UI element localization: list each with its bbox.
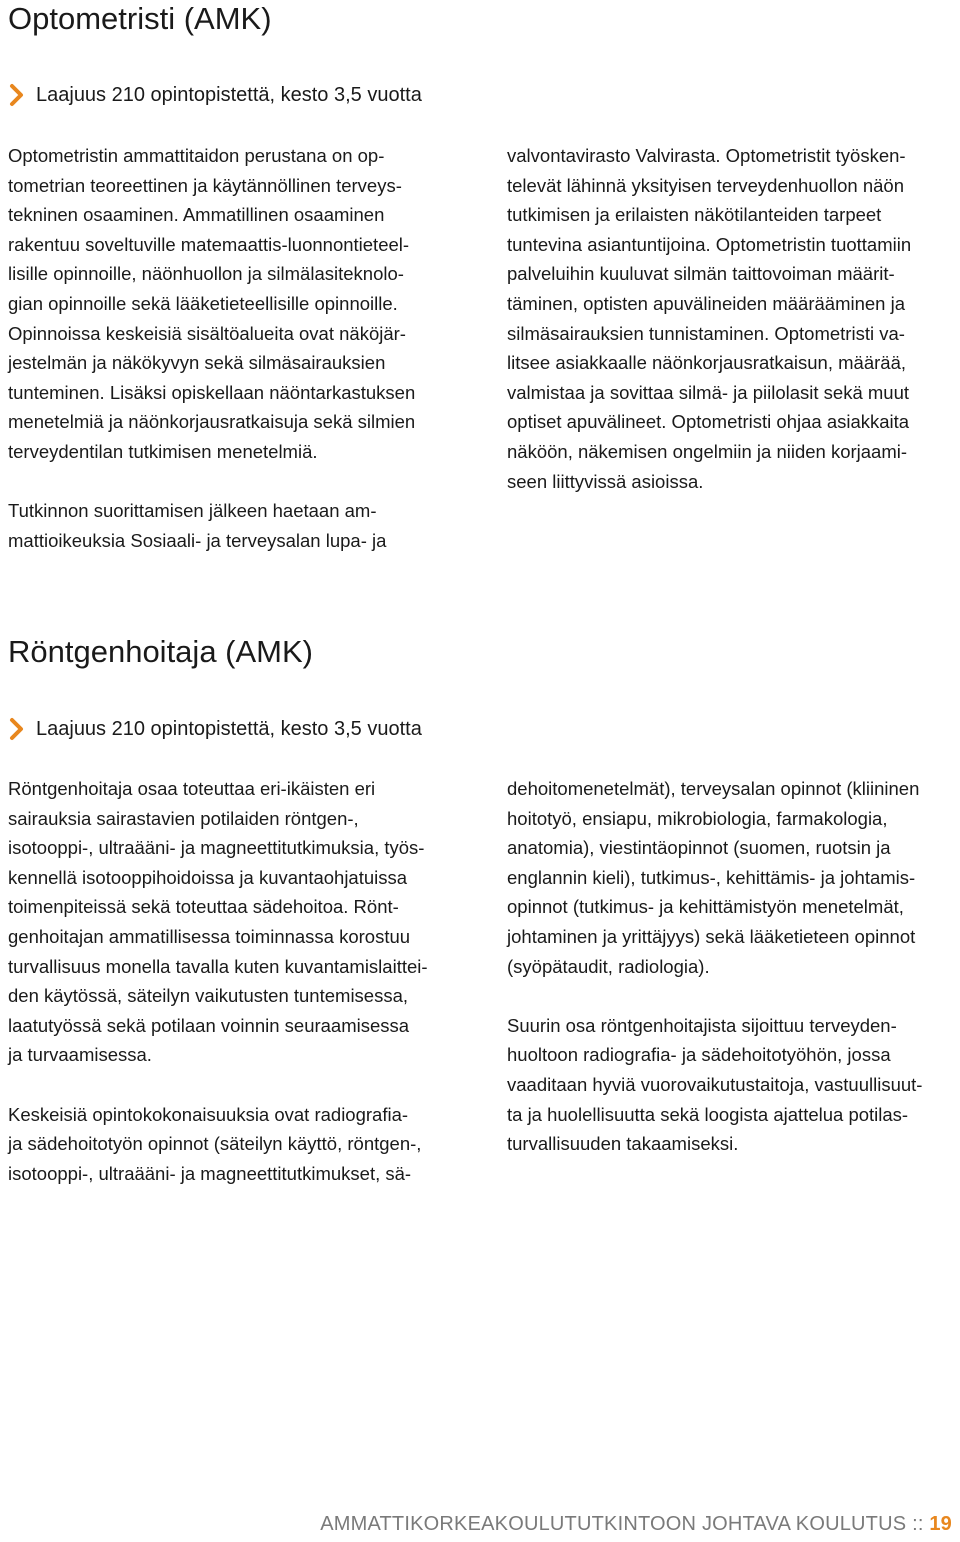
paragraph: [8, 774, 458, 1070]
text-line: seen liittyvissä asioissa.: [507, 470, 704, 492]
text-line: turvallisuuden takaamiseksi.: [507, 1133, 739, 1155]
text-line: kennellä isotooppihoidoissa ja kuvantaohjatuissa: [8, 866, 408, 888]
footer-separator: ::: [912, 1513, 924, 1535]
paragraph-gap: [8, 467, 458, 497]
text-line: valvontavirasto Valvirasta. Optometristit työsken-: [507, 145, 906, 166]
text-line: genhoitajan ammatillisessa toiminnassa korostuu: [8, 925, 411, 947]
text-line: laatutyössä sekä potilaan voinnin seuraamisessa: [8, 1014, 410, 1036]
paragraph: [507, 1011, 957, 1159]
text-line: mattioikeuksia Sosiaali- ja terveysalan lupa- ja: [8, 529, 387, 551]
section-meta-rontgenhoitaja: [8, 716, 422, 742]
text-line: menetelmiä ja näönkorjausratkaisuja sekä silmien: [8, 411, 416, 433]
text-line: isotooppi-, ultraääni- ja magneettitutkimuksia, työs-: [8, 837, 425, 859]
text-line: (syöpätaudit, radiologia).: [507, 955, 710, 977]
footer-text: AMMATTIKORKEAKOULUTUTKINTOON JOHTAVA KOULUTUS: [320, 1513, 907, 1535]
page-number: 19: [929, 1513, 952, 1535]
text-line: jestelmän ja näkökyvyn sekä silmäsairauksien: [8, 352, 386, 374]
paragraph-gap: [8, 1070, 458, 1100]
text-line: gian opinnoille sekä lääketieteellisille opinnoille.: [8, 292, 398, 314]
text-line: tutkimisen ja erilaisten näkötilanteiden tarpeet: [507, 204, 882, 226]
text-line: lisille opinnoille, näönhuollon ja silmälasiteknolo-: [8, 263, 404, 285]
text-line: Tutkinnon suorittamisen jälkeen haetaan am-: [8, 500, 377, 522]
text-line: litsee asiakkaalle näönkorjausratkaisun, määrää,: [507, 352, 906, 374]
paragraph: [8, 141, 458, 467]
text-line: valmistaa ja sovittaa silmä- ja piilolasit sekä muut: [507, 381, 910, 403]
chevron-right-icon: [8, 716, 26, 742]
text-line: palveluihin kuuluvat silmän taittovoiman määrit-: [507, 263, 895, 285]
paragraph: [8, 496, 458, 555]
text-line: Optometristin ammattitaidon perustana on op-: [8, 145, 385, 166]
page-footer: [320, 1511, 952, 1537]
chevron-right-icon: [8, 82, 26, 108]
text-line: toimenpiteissä sekä toteuttaa sädehoitoa. Rönt-: [8, 896, 399, 918]
text-line: ja sädehoitotyön opinnot (säteilyn käyttö, röntgen-,: [8, 1133, 422, 1155]
text-line: rakentuu soveltuville matemaattis-luonnontieteel-: [8, 233, 410, 255]
meta-text: Laajuus 210 opintopistettä, kesto 3,5 vuotta: [36, 718, 422, 740]
text-line: terveydentilan tutkimisen menetelmiä.: [8, 440, 318, 462]
text-line: anatomia), viestintäopinnot (suomen, ruotsin ja: [507, 837, 891, 859]
paragraph: [8, 1100, 458, 1189]
text-line: Keskeisiä opintokokonaisuuksia ovat radiografia-: [8, 1103, 409, 1125]
text-line: silmäsairauksien tunnistaminen. Optometristi va-: [507, 322, 905, 344]
paragraph: [507, 141, 957, 496]
column-right: [507, 774, 957, 1159]
section-title-rontgenhoitaja: Röntgenhoitaja (AMK): [8, 634, 313, 669]
text-line: englannin kieli), tutkimus-, kehittämis- ja johtamis-: [507, 866, 916, 888]
text-line: turvallisuus monella tavalla kuten kuvantamislaittei-: [8, 955, 428, 977]
text-line: Röntgenhoitaja osaa toteuttaa eri-ikäisten eri: [8, 778, 376, 799]
column-right: [507, 141, 957, 496]
text-line: tometrian teoreettinen ja käytännöllinen terveys-: [8, 174, 402, 196]
text-line: opinnot (tutkimus- ja kehittämistyön menetelmät,: [507, 896, 904, 918]
text-line: vaaditaan hyviä vuorovaikutustaitoja, vastuullisuut-: [507, 1073, 923, 1095]
text-line: dehoitomenetelmät), terveysalan opinnot (kliininen: [507, 778, 920, 799]
text-line: huoltoon radiografia- ja sädehoitotyöhön, jossa: [507, 1044, 891, 1066]
column-left: [8, 141, 458, 555]
text-line: ja turvaamisessa.: [8, 1044, 152, 1066]
text-line: den käytössä, säteilyn vaikutusten tuntemisessa,: [8, 985, 409, 1007]
column-left: [8, 774, 458, 1188]
text-line: näköön, näkemisen ongelmiin ja niiden korjaami-: [507, 440, 908, 462]
text-line: tuntevina asiantuntijoina. Optometristin tuottamiin: [507, 233, 912, 255]
section-meta-optometristi: [8, 82, 422, 108]
text-line: ta ja huolellisuutta sekä loogista ajattelua potilas-: [507, 1103, 909, 1125]
text-line: täminen, optisten apuvälineiden määrääminen ja: [507, 292, 906, 314]
meta-text: Laajuus 210 opintopistettä, kesto 3,5 vuotta: [36, 84, 422, 106]
text-line: televät lähinnä yksityisen terveydenhuollon näön: [507, 174, 904, 196]
text-line: optiset apuvälineet. Optometristi ohjaa asiakkaita: [507, 411, 910, 433]
text-line: Suurin osa röntgenhoitajista sijoittuu terveyden-: [507, 1014, 897, 1036]
text-line: sairauksia sairastavien potilaiden röntgen-,: [8, 807, 359, 829]
text-line: tekninen osaaminen. Ammatillinen osaaminen: [8, 204, 385, 226]
text-line: Opinnoissa keskeisiä sisältöalueita ovat näköjär-: [8, 322, 406, 344]
text-line: isotooppi-, ultraääni- ja magneettitutkimukset, sä-: [8, 1162, 412, 1184]
text-line: hoitotyö, ensiapu, mikrobiologia, farmakologia,: [507, 807, 888, 829]
paragraph-gap: [507, 981, 957, 1011]
text-line: johtaminen ja yrittäjyys) sekä lääketieteen opinnot: [507, 925, 916, 947]
text-line: tunteminen. Lisäksi opiskellaan näöntarkastuksen: [8, 381, 416, 403]
paragraph: [507, 774, 957, 981]
section-title-optometristi: Optometristi (AMK): [8, 1, 272, 36]
